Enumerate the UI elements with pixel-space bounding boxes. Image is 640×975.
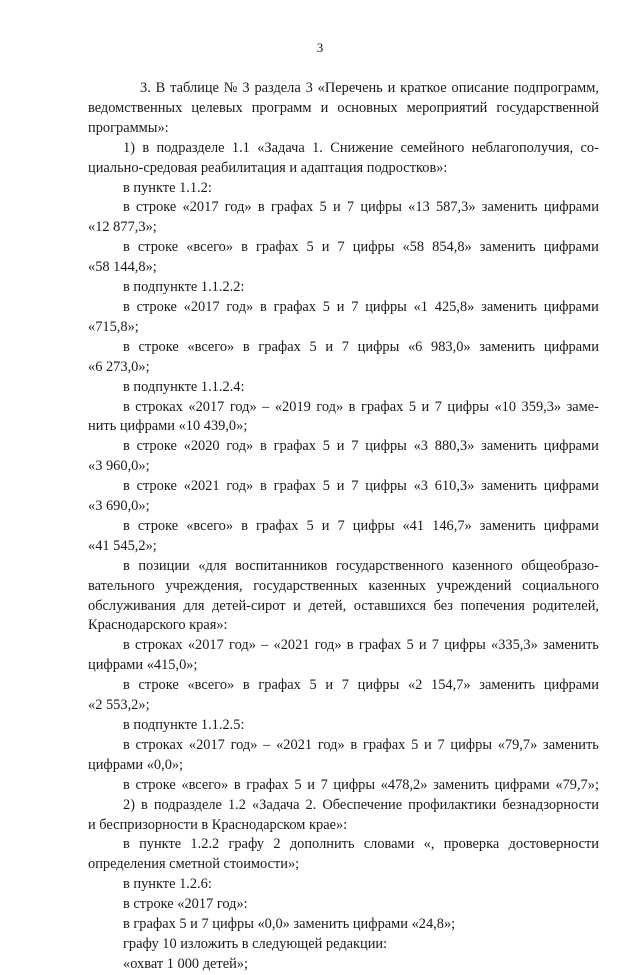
word: 7: [351, 438, 359, 455]
word: в: [233, 776, 241, 793]
word: цифры: [357, 677, 400, 694]
word: в: [241, 239, 248, 256]
text-line: «715,8»;: [88, 318, 139, 335]
word: «79,7»;: [555, 776, 599, 793]
page-number: 3: [316, 40, 324, 55]
word: подразделе: [156, 139, 225, 156]
word: 7: [337, 239, 345, 256]
word: №: [223, 80, 238, 96]
word: в: [242, 677, 250, 694]
word: заме-: [566, 398, 599, 415]
word: 7: [434, 398, 442, 415]
word: «всего»: [187, 677, 235, 694]
word: заменить: [543, 736, 599, 753]
word: цифры: [357, 338, 400, 355]
word: «79,7»: [497, 736, 538, 753]
word: в: [241, 517, 248, 534]
word: цифрами: [543, 298, 599, 315]
word: строке: [135, 776, 176, 793]
word: «10: [494, 398, 517, 415]
word: заменить: [479, 677, 536, 694]
word: заменить: [481, 298, 537, 315]
word: 3: [305, 80, 313, 96]
word: строке: [137, 239, 179, 256]
word: 1.2.2: [190, 836, 220, 853]
text-line: определения сметной стоимости»;: [88, 856, 300, 873]
word: в: [346, 637, 354, 654]
word: год»: [230, 736, 258, 753]
word: 7: [437, 736, 445, 753]
word: общеобразо-: [521, 557, 599, 574]
word: год»: [229, 637, 256, 654]
word: год»: [314, 637, 342, 654]
word: программ: [251, 99, 312, 116]
word: «2017: [188, 398, 225, 415]
word: год»: [317, 736, 345, 753]
word: «2019: [274, 398, 311, 415]
word: строке: [136, 298, 177, 315]
word: «478,2»: [380, 776, 428, 793]
word: цифрами: [543, 438, 599, 455]
word: «2020: [183, 438, 220, 455]
word: подразделе: [153, 796, 222, 813]
word: 7: [320, 776, 328, 793]
word: в: [257, 199, 265, 216]
word: год»: [226, 438, 254, 455]
word: и: [336, 478, 345, 495]
word: «Задача: [257, 139, 305, 156]
text-line: Краснодарского края»:: [88, 617, 228, 634]
text-line: [88, 298, 599, 318]
word: строке: [138, 677, 179, 694]
word: заменить: [479, 239, 536, 256]
text-line: [88, 835, 599, 855]
word: «Перечень: [317, 80, 383, 96]
word: 880,3»: [434, 438, 475, 455]
word: и: [293, 597, 301, 614]
word: графах: [360, 398, 404, 415]
text-line: нить цифрами «10 439,0»;: [88, 418, 248, 435]
word: 5: [306, 239, 314, 256]
word: «2021: [183, 478, 220, 495]
word: заменить: [479, 517, 536, 534]
word: «2021: [273, 637, 310, 654]
text-line: [88, 477, 599, 497]
word: 2: [273, 836, 281, 853]
word: 3: [242, 80, 250, 96]
word: цифры: [365, 298, 407, 315]
word: целевых: [191, 99, 243, 116]
word: графах: [273, 478, 316, 495]
word: «всего»: [186, 517, 234, 534]
word: графах: [255, 517, 299, 534]
word: и: [418, 637, 427, 654]
word: в: [123, 776, 130, 793]
word: графах: [273, 298, 316, 315]
word: обслуживания: [88, 597, 176, 614]
word: таблице: [170, 80, 219, 96]
word: и: [336, 438, 345, 455]
text-line: и беспризорности в Краснодарском крае»:: [88, 816, 348, 833]
word: проверка: [443, 836, 500, 853]
word: 983,0»: [431, 338, 471, 355]
word: в: [123, 478, 130, 495]
word: цифры: [352, 517, 395, 534]
word: раздела: [254, 80, 301, 96]
word: цифры: [365, 478, 407, 495]
word: год»: [316, 398, 344, 415]
word: 2.: [305, 796, 317, 813]
word: графах: [358, 637, 402, 654]
word: для: [183, 597, 205, 614]
text-line: [88, 338, 599, 358]
word: государственной: [496, 99, 599, 116]
word: цифры: [365, 438, 407, 455]
word: профилактики: [408, 796, 497, 813]
word: строке: [137, 517, 179, 534]
word: в: [123, 398, 130, 415]
word: графах: [246, 776, 289, 793]
text-line: «3 960,0»;: [88, 458, 150, 475]
word: цифрами: [494, 776, 550, 793]
word: государственных: [253, 577, 358, 594]
word: цифры: [447, 398, 489, 415]
word: 610,3»: [434, 478, 475, 495]
word: «Задача: [251, 796, 300, 813]
word: и: [321, 517, 330, 534]
word: в: [123, 239, 130, 256]
word: заменить: [433, 776, 489, 793]
word: цифрами: [543, 517, 599, 534]
word: «41: [402, 517, 425, 534]
text-line: «2 553,2»;: [88, 697, 150, 714]
word: цифры: [450, 736, 492, 753]
word: 587,3»: [435, 199, 476, 216]
word: цифрами: [543, 478, 599, 495]
text-line: циально-средовая реабилитация и адаптация подростков»:: [88, 159, 448, 176]
word: словами: [363, 836, 415, 853]
word: год»: [226, 298, 254, 315]
text-line: [88, 636, 599, 656]
word: «2017: [182, 199, 219, 216]
text-line: в строке «2017 год»:: [123, 896, 248, 913]
word: в: [123, 199, 130, 216]
text-line: [88, 139, 599, 159]
word: достоверности: [508, 836, 599, 853]
word: в: [260, 298, 267, 315]
text-line: цифрами «415,0»;: [88, 657, 198, 674]
text-line: «3 690,0»;: [88, 498, 150, 515]
word: неблагополучия,: [471, 139, 574, 156]
word: строках: [135, 637, 183, 654]
word: и: [325, 677, 334, 694]
word: «2017: [183, 298, 220, 315]
word: «2: [407, 677, 423, 694]
text-line: [88, 597, 599, 617]
word: «всего»: [187, 338, 235, 355]
word: 5: [319, 199, 327, 216]
word: 2): [123, 796, 135, 813]
word: «3: [413, 478, 428, 495]
word: в: [260, 478, 267, 495]
word: казенных: [368, 577, 426, 594]
word: в: [141, 796, 148, 813]
word: и: [387, 80, 396, 96]
word: и: [325, 338, 334, 355]
word: дополнить: [289, 836, 355, 853]
word: воспитанников: [235, 557, 328, 574]
text-line: [88, 517, 599, 537]
word: в: [260, 438, 267, 455]
word: и: [336, 298, 345, 315]
word: мероприятий: [406, 99, 488, 116]
word: строках: [135, 736, 184, 753]
text-line: в пункте 1.2.6:: [123, 876, 212, 893]
word: «всего»: [181, 776, 229, 793]
word: без: [433, 597, 453, 614]
word: в: [123, 557, 130, 574]
word: 7: [337, 517, 345, 534]
word: год»: [224, 199, 252, 216]
text-line: «41 545,2»;: [88, 537, 157, 554]
text-line: [88, 99, 599, 119]
word: и: [332, 199, 341, 216]
word: учреждений: [436, 577, 512, 594]
text-line: [88, 736, 599, 756]
word: пункте: [139, 836, 182, 853]
word: «всего»: [186, 239, 234, 256]
word: 5: [322, 298, 330, 315]
word: детей-сирот: [212, 597, 286, 614]
text-line: в подпункте 1.1.2.2:: [123, 279, 245, 296]
word: 359,3»: [521, 398, 562, 415]
word: основных: [337, 99, 398, 116]
word: попечения: [460, 597, 525, 614]
word: цифры: [444, 637, 486, 654]
word: 5: [294, 776, 302, 793]
word: строке: [136, 478, 177, 495]
word: в: [123, 438, 130, 455]
word: строке: [136, 438, 177, 455]
word: «2021: [276, 736, 313, 753]
word: 425,8»: [434, 298, 475, 315]
word: графах: [362, 736, 406, 753]
word: цифрами: [543, 677, 599, 694]
word: 5: [309, 338, 317, 355]
word: 3.: [140, 80, 151, 96]
word: 1): [123, 139, 135, 156]
word: со-: [580, 139, 599, 156]
word: 1.: [312, 139, 323, 156]
word: 5: [406, 637, 414, 654]
word: «,: [423, 836, 435, 853]
word: графах: [273, 438, 316, 455]
word: 1.2: [227, 796, 246, 813]
text-line: [88, 398, 599, 418]
word: 7: [346, 199, 355, 216]
word: цифры: [352, 239, 395, 256]
word: 7: [351, 298, 359, 315]
text-line: цифрами «0,0»;: [88, 756, 184, 773]
word: и: [421, 398, 430, 415]
word: год»: [226, 478, 254, 495]
word: ведомственных: [88, 99, 183, 116]
word: заменить: [481, 438, 537, 455]
word: в: [123, 637, 130, 654]
word: цифрами: [543, 239, 599, 256]
text-line: в графах 5 и 7 цифры «0,0» заменить цифрами «24,8»;: [123, 916, 456, 933]
text-line: в подпункте 1.1.2.5:: [123, 717, 245, 733]
word: 5: [322, 478, 330, 495]
text-line: [88, 238, 599, 258]
word: 5: [309, 677, 317, 694]
word: «2017: [188, 736, 225, 753]
word: 7: [351, 478, 359, 495]
word: «58: [402, 239, 425, 256]
word: 154,7»: [431, 677, 471, 694]
word: «6: [407, 338, 423, 355]
text-line: в подпункте 1.1.2.4:: [123, 378, 245, 395]
word: краткое: [400, 80, 447, 96]
word: «2017: [187, 637, 224, 654]
word: вательного: [88, 577, 155, 594]
word: родителей,: [532, 597, 599, 614]
word: в: [123, 517, 130, 534]
word: социального: [522, 577, 599, 594]
word: и: [424, 736, 432, 753]
word: в: [350, 736, 358, 753]
word: цифры: [333, 776, 376, 793]
document-body: [88, 79, 599, 975]
word: год»: [229, 398, 257, 415]
word: в: [123, 298, 130, 315]
word: цифры: [360, 199, 402, 216]
word: «3: [413, 438, 428, 455]
word: в: [242, 338, 250, 355]
text-line: «охват 1 000 детей»;: [123, 955, 248, 972]
word: «335,3»: [491, 637, 538, 654]
text-line: в пункте 1.1.2:: [123, 179, 212, 196]
word: заменить: [481, 478, 537, 495]
word: 146,7»: [432, 517, 472, 534]
text-line: программы»:: [88, 119, 169, 136]
word: в: [348, 398, 356, 415]
word: цифрами: [543, 338, 599, 355]
text-line: [88, 776, 599, 796]
word: 7: [341, 677, 349, 694]
word: графах: [258, 677, 301, 694]
word: заменить: [479, 338, 536, 355]
text-line: [88, 577, 599, 597]
text-line: [88, 557, 599, 577]
word: 5: [306, 517, 314, 534]
word: позиции: [138, 557, 190, 574]
word: Снижение: [330, 139, 394, 156]
word: в: [123, 677, 130, 694]
word: 854,8»: [432, 239, 472, 256]
word: в: [123, 338, 130, 355]
word: семейного: [400, 139, 465, 156]
word: Обеспечение: [322, 796, 403, 813]
word: 7: [431, 637, 439, 654]
word: в: [142, 139, 150, 156]
word: детей,: [308, 597, 347, 614]
word: безнадзорности: [502, 796, 599, 813]
word: графу: [228, 836, 265, 853]
text-line: графу 10 изложить в следующей редакции:: [123, 935, 388, 952]
word: 5: [322, 438, 330, 455]
text-line: [88, 796, 599, 816]
word: казенного: [452, 557, 513, 574]
word: государственного: [335, 557, 444, 574]
word: строке: [136, 199, 177, 216]
word: в: [123, 736, 130, 753]
word: «13: [408, 199, 430, 216]
word: заменить: [481, 199, 538, 216]
word: 1.1: [231, 139, 250, 156]
word: графах: [255, 239, 299, 256]
word: 5: [408, 398, 417, 415]
word: 7: [341, 338, 349, 355]
word: графах: [270, 199, 314, 216]
word: описание: [451, 80, 509, 96]
word: 5: [411, 736, 419, 753]
text-line: [88, 79, 599, 99]
word: графах: [258, 338, 301, 355]
word: оставшихся: [353, 597, 426, 614]
text-line: «6 273,0»;: [88, 358, 150, 375]
text-line: «58 144,8»;: [88, 259, 157, 276]
word: «1: [413, 298, 428, 315]
text-line: [88, 198, 599, 218]
word: «для: [198, 557, 227, 574]
word: и: [307, 776, 315, 793]
word: –: [263, 736, 271, 753]
word: строках: [135, 398, 183, 415]
word: –: [262, 398, 270, 415]
word: В: [155, 80, 166, 96]
word: строке: [138, 338, 179, 355]
word: подпрограмм,: [513, 80, 599, 96]
word: заменить: [543, 637, 599, 654]
word: и: [320, 99, 329, 116]
word: –: [261, 637, 269, 654]
word: в: [123, 836, 130, 853]
word: учреждения,: [165, 577, 243, 594]
word: и: [321, 239, 330, 256]
text-line: [88, 437, 599, 457]
text-line: [88, 676, 599, 696]
word: цифрами: [543, 199, 599, 216]
text-line: «12 877,3»;: [88, 219, 157, 236]
